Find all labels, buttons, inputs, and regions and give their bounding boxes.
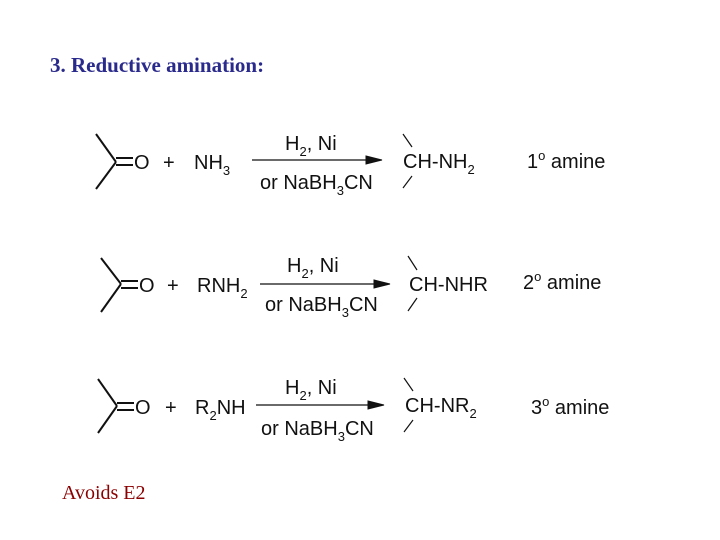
reagent-bottom-1: or NaBH$_3$CN: [260, 172, 373, 198]
reaction-2: [101, 255, 601, 320]
amine-class-2: 2$^o$ amine: [523, 269, 602, 294]
plus-sign-1: +: [163, 152, 175, 174]
svg-text:CH-NR2: $CH-NR_2$: [405, 395, 477, 421]
reagent-top-1: $H_2$, Ni: [285, 133, 337, 159]
amine-reactant-1: $NH_3$: [194, 152, 231, 178]
product-3: [404, 378, 477, 432]
ketone-3: [98, 379, 151, 433]
amine-reactant-3: $R_2NH$: [195, 397, 246, 423]
amine-class-1: 1$^o$ amine: [527, 148, 606, 173]
product-2: [408, 256, 488, 311]
reagent-top-2: $H_2$, Ni: [287, 255, 339, 281]
reagent-top-3: $H_2$, Ni: [285, 377, 337, 403]
reaction-arrow-1: [252, 156, 382, 164]
svg-text:CH-NHR: CH-NHR: [409, 274, 488, 296]
reagent-bottom-3: or NaBH$_3$CN: [261, 418, 374, 444]
plus-sign-2: +: [167, 275, 179, 297]
slide-title: 3. Reductive amination:: [50, 53, 265, 77]
carbonyl-oxygen-2: O: [139, 275, 155, 297]
amine-reactant-2: $RNH_2$: [197, 275, 248, 301]
plus-sign-3: +: [165, 397, 177, 419]
ketone-2: [101, 258, 155, 312]
ketone-1: [96, 134, 150, 189]
svg-text:CH-NH2: $CH-NH_2$: [403, 151, 475, 177]
product-1: [403, 134, 475, 188]
reaction-1: [96, 133, 605, 198]
amine-class-3: 3$^o$ amine: [531, 394, 610, 419]
reagent-bottom-2: or NaBH$_3$CN: [265, 294, 378, 320]
carbonyl-oxygen-3: O: [135, 397, 151, 419]
reaction-arrow-2: [260, 280, 390, 288]
reaction-arrow-3: [256, 401, 384, 409]
reaction-3: [98, 377, 609, 444]
footer-note: Avoids E2: [62, 482, 146, 504]
carbonyl-oxygen-1: O: [134, 152, 150, 174]
